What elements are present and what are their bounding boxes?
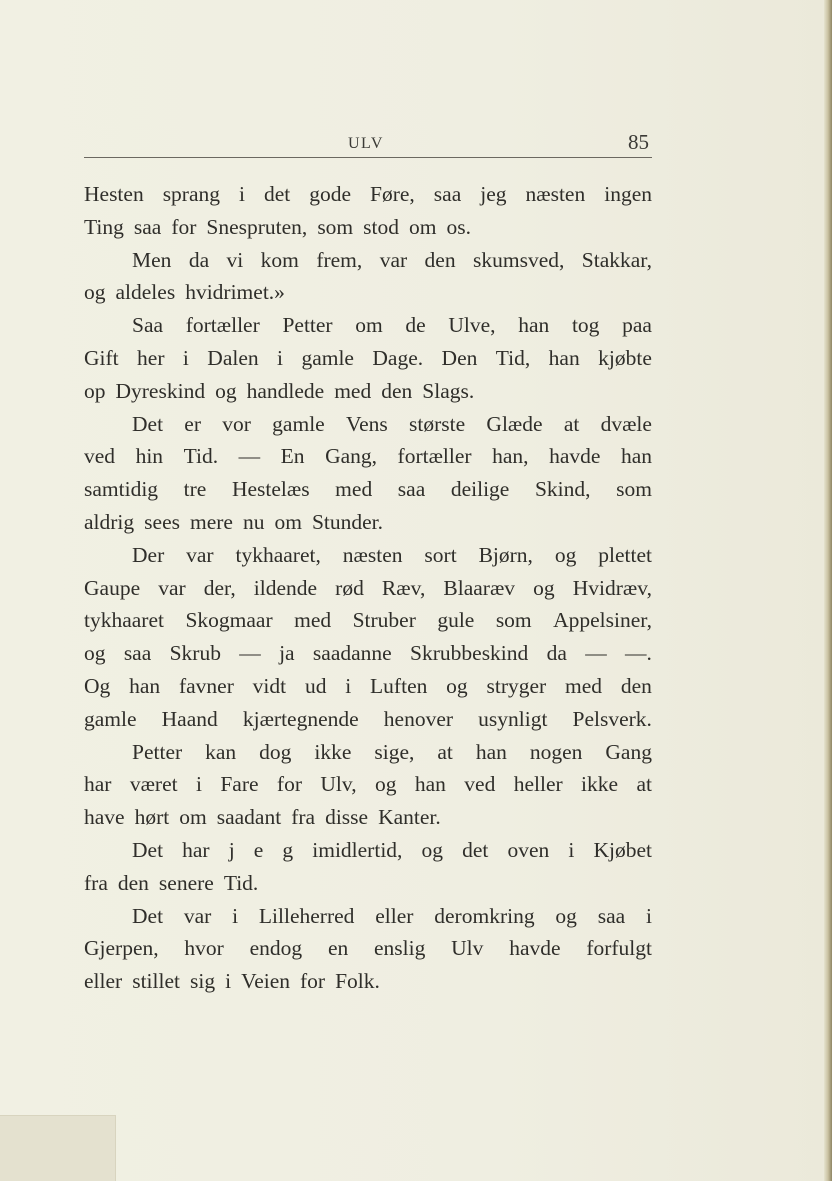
word: som	[616, 477, 652, 502]
text-line	[84, 801, 652, 834]
word: En	[280, 444, 305, 469]
word: Petter	[282, 313, 333, 338]
word: hvidrimet.»	[185, 280, 285, 305]
text-line	[84, 932, 652, 965]
word: ja	[279, 641, 295, 666]
word: eller	[84, 969, 123, 994]
word: Luften	[370, 673, 428, 698]
word: den	[117, 870, 149, 895]
word: nu	[242, 509, 265, 534]
word: Kanter.	[378, 805, 441, 830]
word: og	[215, 378, 237, 403]
word: de	[405, 313, 426, 338]
word: Stunder.	[311, 509, 384, 534]
word: største	[409, 411, 466, 436]
word: stod	[363, 214, 399, 239]
word: i	[277, 345, 284, 370]
word: sort	[424, 542, 457, 567]
word: sprang	[162, 182, 221, 206]
text-line	[84, 276, 652, 309]
text-line	[84, 178, 652, 211]
word: han	[518, 313, 550, 338]
word: Petter	[132, 739, 183, 764]
word: i	[345, 673, 352, 698]
word: ikke	[581, 772, 619, 797]
word: Ulv	[451, 936, 484, 961]
word: gule	[437, 608, 475, 633]
word: Det	[132, 903, 164, 928]
word: næsten	[525, 182, 586, 206]
word: eller	[375, 903, 414, 928]
word: og	[84, 641, 106, 666]
word: i	[568, 837, 575, 862]
word: som	[317, 214, 354, 239]
word: plettet	[598, 542, 652, 567]
word: Pelsverk.	[572, 706, 652, 731]
word: Tid.	[183, 444, 219, 469]
word: og	[554, 542, 577, 567]
word: ud	[304, 673, 327, 698]
word: at	[636, 772, 652, 797]
word: sees	[144, 509, 180, 534]
word: Haand	[161, 706, 218, 731]
word: Det	[132, 411, 164, 436]
word: at	[437, 739, 453, 764]
word: sige,	[374, 739, 415, 764]
word: hvor	[184, 936, 224, 961]
word: Lilleherred	[258, 903, 355, 928]
word: Struber	[352, 608, 416, 633]
word: saa	[597, 903, 626, 928]
word: saa	[133, 214, 162, 239]
word: fortæller	[185, 313, 260, 338]
word: ildende	[253, 575, 318, 600]
word: forfulgt	[586, 936, 652, 961]
word: Skogmaar	[185, 608, 273, 633]
word: ved	[84, 444, 116, 469]
word: Fare	[220, 772, 259, 797]
word: en	[327, 936, 349, 961]
word: j	[228, 837, 235, 862]
word: saa	[397, 477, 426, 502]
word: havde	[549, 444, 601, 469]
text-line	[84, 309, 652, 342]
word: og	[533, 575, 555, 600]
word: —.	[625, 641, 652, 666]
word: i	[225, 969, 232, 994]
word: senere	[158, 870, 214, 895]
word: dog	[259, 739, 292, 764]
word: Bjørn,	[478, 542, 533, 567]
word: paa	[622, 313, 652, 338]
word: tog	[571, 313, 600, 338]
word: ved	[464, 772, 496, 797]
word: jeg	[480, 182, 507, 206]
word: Stakkar,	[581, 247, 652, 272]
word: —	[585, 641, 607, 666]
word: han	[414, 772, 446, 797]
word: at	[563, 411, 580, 436]
word: Gang	[605, 739, 652, 764]
word: havde	[509, 936, 561, 961]
word: og	[374, 772, 397, 797]
word: og	[421, 837, 444, 862]
word: som	[495, 608, 532, 633]
word: er	[184, 411, 201, 436]
word: Snespruten,	[206, 214, 308, 239]
word: i	[239, 182, 245, 206]
word: og	[446, 673, 468, 698]
word: fra	[84, 870, 108, 895]
word: saa	[123, 641, 152, 666]
word: vor	[222, 411, 251, 436]
word: stryger	[486, 673, 547, 698]
text-line	[84, 342, 652, 375]
page-number: 85	[628, 130, 649, 154]
word: Glæde	[486, 411, 543, 436]
word: Ting	[84, 214, 124, 239]
word: Slags.	[422, 378, 475, 403]
word: Og	[84, 673, 111, 698]
text-line	[84, 408, 652, 441]
word: Hvidræv,	[572, 575, 652, 600]
word: om	[274, 509, 302, 534]
text-line	[84, 440, 652, 473]
word: hin	[135, 444, 164, 469]
word: ikke	[314, 739, 352, 764]
text-line	[84, 375, 652, 408]
word: Ulve,	[448, 313, 496, 338]
word: Skrubbeskind	[410, 641, 529, 666]
word: i	[182, 345, 189, 370]
text-line	[84, 473, 652, 506]
word: os.	[446, 214, 471, 239]
word: det	[462, 837, 489, 862]
word: tykhaaret	[84, 608, 164, 633]
word: Appelsiner,	[553, 608, 652, 633]
word: den	[424, 247, 456, 272]
word: for	[276, 772, 302, 797]
word: skumsved,	[473, 247, 565, 272]
header-rule	[84, 157, 652, 158]
text-line	[84, 768, 652, 801]
word: været	[129, 772, 178, 797]
word: handlede	[246, 378, 325, 403]
word: Ulv,	[320, 772, 357, 797]
word: da	[546, 641, 567, 666]
word: Gaupe	[84, 575, 141, 600]
word: Den	[441, 345, 478, 370]
word: tykhaaret,	[235, 542, 321, 567]
word: usynligt	[478, 706, 548, 731]
word: deromkring	[434, 903, 535, 928]
word: med	[565, 673, 603, 698]
word: —	[238, 444, 261, 469]
word: med	[335, 477, 373, 502]
word: fra	[291, 805, 316, 830]
word: Det	[132, 837, 164, 862]
word: Blaaræv	[443, 575, 516, 600]
word: her	[137, 345, 165, 370]
word: har	[84, 772, 112, 797]
word: Dyreskind	[115, 378, 206, 403]
word: saadanne	[312, 641, 392, 666]
word: han	[129, 673, 161, 698]
text-line	[84, 965, 652, 998]
text-line	[84, 637, 652, 670]
word: kom	[260, 247, 299, 272]
word: fortæller	[397, 444, 472, 469]
text-line	[84, 736, 652, 769]
word: g	[282, 837, 294, 862]
word: dvæle	[600, 411, 652, 436]
word: Men	[132, 247, 172, 272]
word: Tid.	[223, 870, 259, 895]
word: Der	[132, 542, 165, 567]
text-line	[84, 506, 652, 539]
word: henover	[383, 706, 454, 731]
word: var	[186, 542, 214, 567]
word: om	[179, 805, 207, 830]
word: vi	[226, 247, 244, 272]
word: Skrub	[169, 641, 221, 666]
word: have	[84, 805, 125, 830]
word: saadant	[216, 805, 282, 830]
word: der,	[203, 575, 236, 600]
word: kan	[205, 739, 237, 764]
text-line	[84, 867, 652, 900]
word: samtidig	[84, 477, 159, 502]
text-line	[84, 670, 652, 703]
word: gamle	[301, 345, 354, 370]
word: Gift	[84, 345, 119, 370]
text-line	[84, 244, 652, 277]
word: Kjøbet	[593, 837, 652, 862]
word: Vens	[345, 411, 388, 436]
word: var	[158, 575, 186, 600]
word: i	[195, 772, 202, 797]
word: nogen	[529, 739, 583, 764]
word: ingen	[604, 182, 652, 206]
word: den	[620, 673, 652, 698]
word: om	[409, 214, 437, 239]
word: og	[84, 280, 106, 305]
word: han	[548, 345, 580, 370]
word: Dalen	[207, 345, 259, 370]
text-line	[84, 834, 652, 867]
word: aldrig	[84, 509, 135, 534]
word: imidlertid,	[312, 837, 403, 862]
page-edge	[824, 0, 832, 1181]
word: for	[171, 214, 197, 239]
word: gamle	[272, 411, 325, 436]
word: for	[300, 969, 326, 994]
word: disse	[325, 805, 369, 830]
word: Folk.	[335, 969, 380, 994]
word: endog	[249, 936, 303, 961]
word: —	[239, 641, 261, 666]
word: aldeles	[115, 280, 176, 305]
word: han,	[492, 444, 529, 469]
text-line	[84, 900, 652, 933]
running-head: ULV	[348, 135, 384, 152]
word: Gang,	[325, 444, 378, 469]
word: frem,	[316, 247, 363, 272]
word: Saa	[132, 313, 164, 338]
word: e	[253, 837, 264, 862]
word: rød	[335, 575, 364, 600]
word: oven	[507, 837, 550, 862]
word: var	[183, 903, 212, 928]
word: den	[381, 378, 413, 403]
word: han	[620, 444, 652, 469]
word: deilige	[450, 477, 510, 502]
word: stillet	[132, 969, 180, 994]
word: heller	[513, 772, 563, 797]
word: var	[379, 247, 408, 272]
word: med	[334, 378, 372, 403]
word: næsten	[342, 542, 403, 567]
word: i	[645, 903, 652, 928]
word: og	[555, 903, 577, 928]
word: Hestelæs	[231, 477, 310, 502]
word: Gjerpen,	[84, 936, 159, 961]
word: gode	[309, 182, 352, 206]
text-line	[84, 539, 652, 572]
word: gamle	[84, 706, 137, 731]
text-line	[84, 703, 652, 736]
word: han	[475, 739, 507, 764]
paper-stain	[0, 1115, 116, 1181]
word: saa	[433, 182, 462, 206]
word: da	[188, 247, 210, 272]
word: mere	[189, 509, 233, 534]
word: i	[232, 903, 239, 928]
word: Skind,	[534, 477, 591, 502]
word: Tid,	[495, 345, 531, 370]
word: om	[355, 313, 383, 338]
word: tre	[183, 477, 207, 502]
word: op	[84, 378, 106, 403]
word: enslig	[374, 936, 426, 961]
word: med	[294, 608, 332, 633]
word: kjøbte	[598, 345, 652, 370]
text-line	[84, 572, 652, 605]
word: det	[263, 182, 291, 206]
word: sig	[189, 969, 216, 994]
word: hørt	[134, 805, 170, 830]
word: Føre,	[370, 182, 415, 206]
text-line	[84, 604, 652, 637]
body-text	[84, 178, 652, 998]
page-header	[84, 130, 652, 160]
word: Veien	[241, 969, 291, 994]
word: Dage.	[372, 345, 424, 370]
word: kjærtegnende	[242, 706, 359, 731]
text-line	[84, 211, 652, 244]
word: Ræv,	[381, 575, 426, 600]
word: Hesten	[84, 182, 144, 206]
word: vidt	[252, 673, 287, 698]
word: favner	[178, 673, 234, 698]
word: har	[182, 837, 210, 862]
